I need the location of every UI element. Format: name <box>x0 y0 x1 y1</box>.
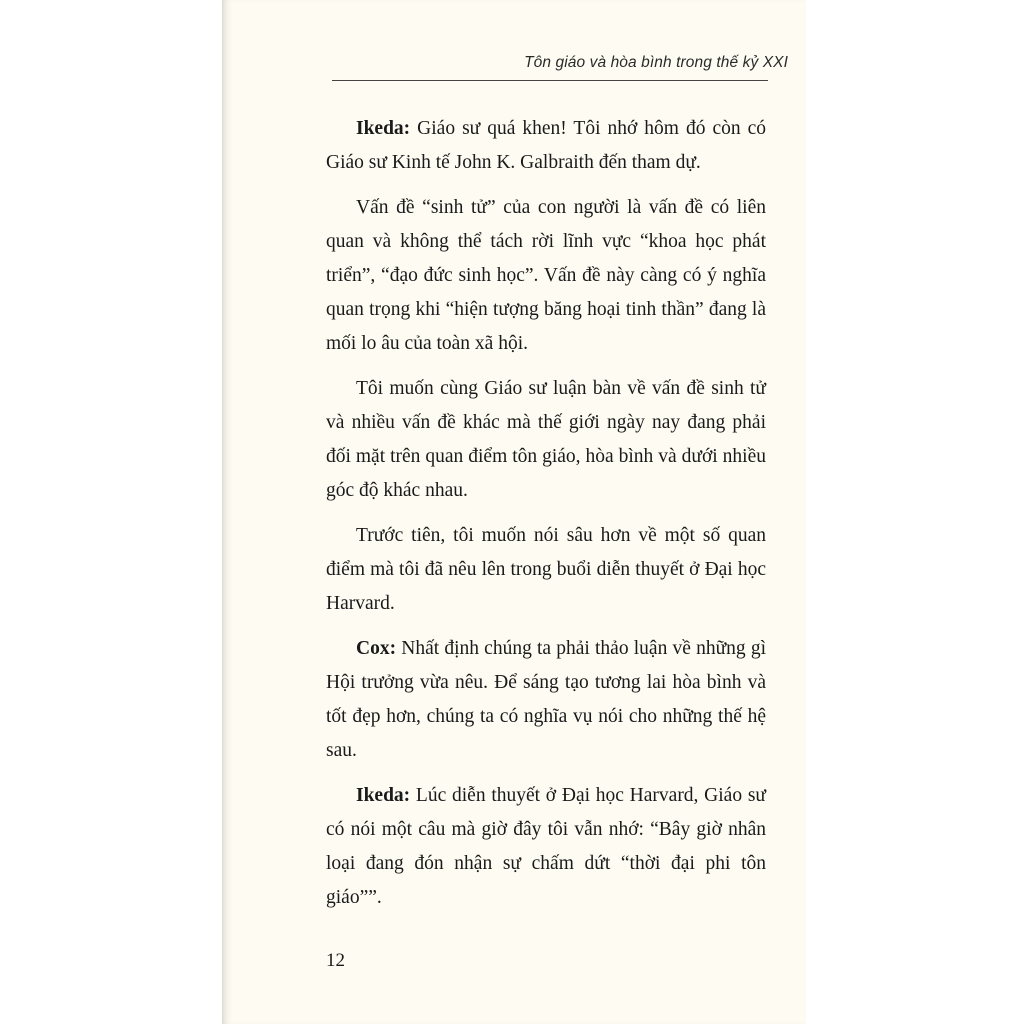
paragraph-text: Giáo sư quá khen! Tôi nhớ hôm đó còn có Giáo sư Kinh tế John K. Galbraith đến tham dự. <box>326 118 766 173</box>
paragraph <box>326 632 766 768</box>
paragraph-text: Nhất định chúng ta phải thảo luận về những gì Hội trưởng vừa nêu. Để sáng tạo tương lai hòa bình và tốt đẹp hơn, chúng ta có nghĩa vụ nói cho những thế hệ sau. <box>326 638 766 761</box>
paragraph-text: Trước tiên, tôi muốn nói sâu hơn về một số quan điểm mà tôi đã nêu lên trong buổi diễn thuyết ở Đại học Harvard. <box>326 525 766 614</box>
speaker-label: Ikeda: <box>356 118 411 139</box>
paragraph <box>326 191 766 361</box>
speaker-label: Cox: <box>356 638 397 659</box>
paragraph <box>326 372 766 508</box>
paragraph-text: Tôi muốn cùng Giáo sư luận bàn về vấn đề sinh tử và nhiều vấn đề khác mà thế giới ngày nay đang phải đối mặt trên quan điểm tôn giáo, hòa bình và dưới nhiều góc độ khác nhau. <box>326 378 766 501</box>
paragraph <box>326 519 766 621</box>
header-rule <box>332 80 768 81</box>
paragraph <box>326 779 766 915</box>
paragraph-text: Vấn đề “sinh tử” của con người là vấn đề có liên quan và không thể tách rời lĩnh vực “khoa học phát triển”, “đạo đức sinh học”. Vấn đề này càng có ý nghĩa quan trọng khi “hiện tượng băng hoại tinh thần” đang là mối lo âu của toàn xã hội. <box>326 197 766 354</box>
book-page <box>222 0 806 1024</box>
paragraph <box>326 112 766 180</box>
paragraph-text: Lúc diễn thuyết ở Đại học Harvard, Giáo sư có nói một câu mà giờ đây tôi vẫn nhớ: “Bây giờ nhân loại đang đón nhận sự chấm dứt “thời đại phi tôn giáo””. <box>326 785 766 908</box>
body-text <box>326 112 766 926</box>
page-number: 12 <box>326 950 345 971</box>
speaker-label: Ikeda: <box>356 785 411 806</box>
running-title: Tôn giáo và hòa bình trong thế kỷ XXI <box>524 54 788 71</box>
